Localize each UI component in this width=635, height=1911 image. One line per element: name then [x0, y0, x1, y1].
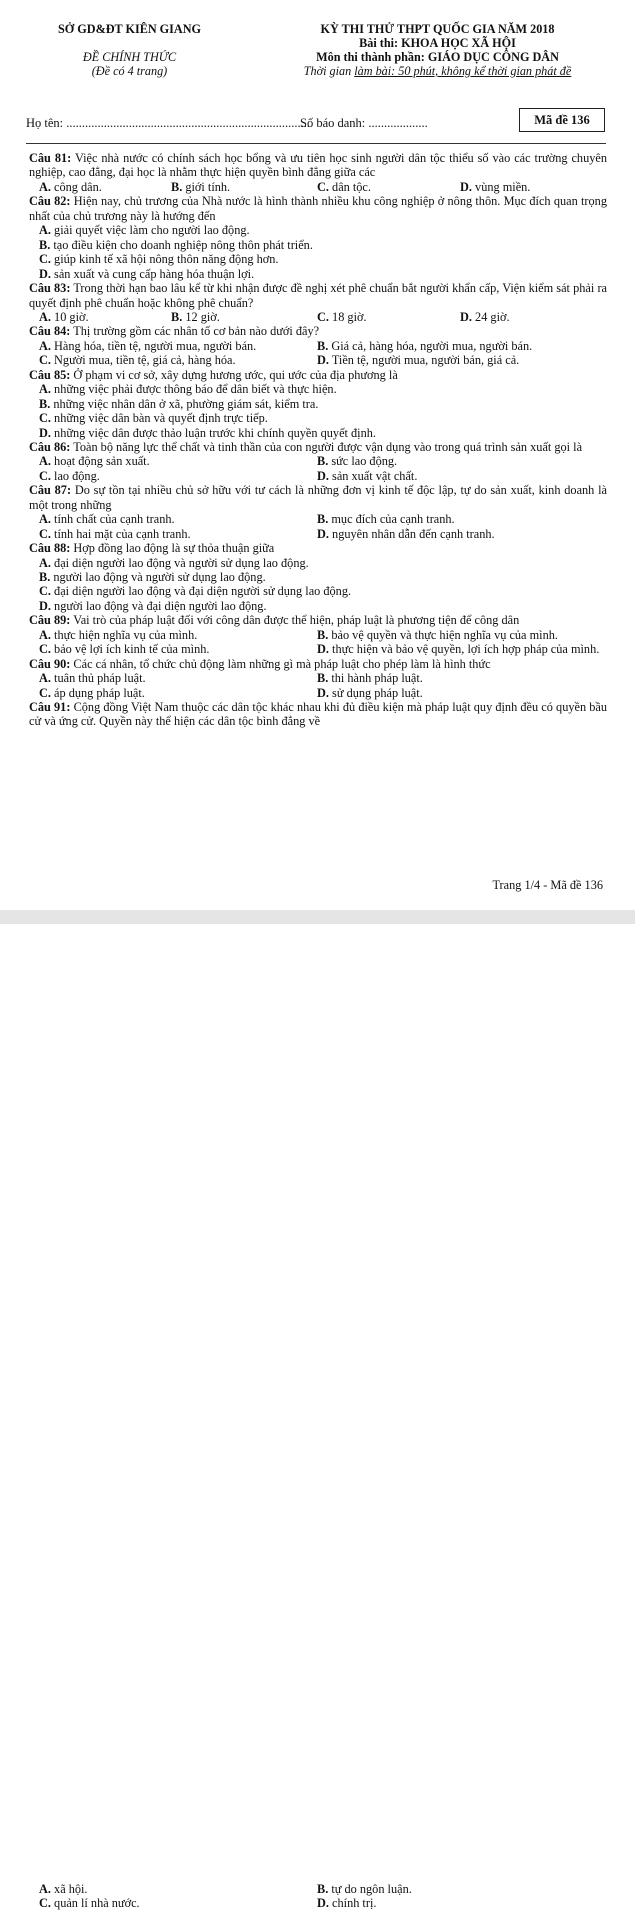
- option-letter: C.: [317, 309, 329, 324]
- options-row: [29, 382, 607, 396]
- pages-note: (Đề có 4 trang): [91, 64, 168, 78]
- answer-option: [317, 628, 558, 642]
- question-number: Câu 88:: [29, 541, 71, 556]
- options-row: [29, 671, 607, 685]
- option-text: những việc phải được thông báo để dân biết và thực hiện.: [50, 382, 337, 397]
- question-stem: [29, 657, 607, 671]
- option-letter: A.: [39, 671, 51, 686]
- option-text: 18 giờ.: [328, 309, 367, 324]
- option-text: người lao động và người sử dụng lao động.: [50, 570, 266, 585]
- option-text: mục đích của cạnh tranh.: [328, 512, 455, 527]
- page-footer: Trang 1/4 - Mã đề 136: [492, 878, 603, 892]
- option-letter: C.: [39, 526, 51, 541]
- answer-option: [39, 353, 236, 367]
- option-text: giúp kinh tế xã hội nông thôn năng động hơn.: [50, 252, 279, 267]
- answer-option: [39, 411, 268, 425]
- question-stem: [29, 541, 607, 555]
- answer-option: [39, 556, 309, 570]
- options-row: [29, 397, 607, 411]
- option-letter: B.: [39, 570, 51, 585]
- option-letter: D.: [460, 309, 472, 324]
- options-row: [29, 180, 607, 194]
- exam-subject: Bài thi: KHOA HỌC XÃ HỘI: [359, 36, 516, 50]
- options-row: [29, 527, 607, 541]
- question-text: Ở phạm vi cơ sở, xây dựng hương ước, qui ước của địa phương là: [70, 367, 398, 382]
- option-text: chính trị.: [328, 1896, 377, 1911]
- answer-option: [39, 642, 209, 656]
- option-text: bảo vệ lợi ích kinh tế của mình.: [50, 642, 210, 657]
- option-letter: D.: [39, 598, 51, 613]
- question-stem: [29, 281, 607, 310]
- question-number: Câu 84:: [29, 324, 71, 339]
- option-text: Tiền tệ, người mua, người bán, giá cả.: [328, 353, 520, 368]
- option-letter: C.: [39, 252, 51, 267]
- question-text: Việc nhà nước có chính sách học bổng và ưu tiên học sinh người dân tộc thiểu số vào các trường chuyên nghiệp, cao đẳng, đại học là nhằm thực hiện quyền bình đẳng giữa các: [29, 151, 607, 180]
- question-number: Câu 91:: [29, 700, 71, 715]
- question-number: Câu 85:: [29, 367, 71, 382]
- options-row: [29, 411, 607, 425]
- answer-option: [39, 512, 175, 526]
- answer-option: [39, 267, 254, 281]
- question-text: Thị trường gồm các nhân tố cơ bản nào dưới đây?: [70, 324, 320, 339]
- option-text: sản xuất và cung cấp hàng hóa thuận lợi.: [50, 266, 255, 281]
- option-letter: A.: [39, 223, 51, 238]
- option-letter: A.: [39, 627, 51, 642]
- option-letter: B.: [317, 338, 329, 353]
- option-text: sản xuất vật chất.: [328, 468, 418, 483]
- question-text: Toàn bộ năng lực thể chất và tinh thần của con người được vận dụng vào trong quá trình sản xuất gọi là: [70, 440, 583, 454]
- option-letter: D.: [317, 353, 329, 368]
- options-row: [29, 252, 607, 266]
- option-letter: A.: [39, 309, 51, 324]
- option-letter: D.: [317, 1896, 329, 1911]
- options-row: [29, 223, 607, 237]
- option-letter: B.: [317, 671, 329, 686]
- official-label: ĐỀ CHÍNH THỨC: [82, 50, 177, 64]
- question-text: Do sự tồn tại nhiều chủ sở hữu với tư cách là những đơn vị kinh tế độc lập, tự do sản xuất, kinh doanh là một trong những: [29, 483, 607, 512]
- header-right: [245, 22, 630, 78]
- options-row: [29, 570, 607, 584]
- option-text: thực hiện và bảo vệ quyền, lợi ích hợp pháp của mình.: [328, 642, 600, 657]
- answer-option: [39, 180, 102, 194]
- answer-option: [317, 469, 417, 483]
- question-text: Hiện nay, chủ trương của Nhà nước là hình thành nhiều khu công nghiệp ở nông thôn. Mục đích quan trọng nhất của chủ trương này là hướng đến: [29, 194, 607, 223]
- answer-option: [460, 310, 510, 324]
- option-letter: A.: [39, 338, 51, 353]
- question-number: Câu 82:: [29, 194, 71, 209]
- answer-option: [39, 570, 266, 584]
- option-letter: C.: [39, 1896, 51, 1911]
- option-letter: C.: [317, 179, 329, 194]
- option-letter: D.: [460, 179, 472, 194]
- options-row: [29, 599, 607, 613]
- option-text: thực hiện nghĩa vụ của mình.: [50, 627, 198, 642]
- option-text: 12 giờ.: [182, 309, 220, 324]
- question-stem: [29, 151, 607, 180]
- option-letter: B.: [317, 454, 329, 469]
- time-main: làm bài: 50 phút, không kể thời gian phát đề: [354, 64, 572, 78]
- question-text: Hợp đồng lao động là sự thỏa thuận giữa: [70, 541, 275, 556]
- option-letter: A.: [39, 555, 51, 570]
- options-row: [29, 556, 607, 570]
- answer-option: [317, 512, 455, 526]
- question-stem: [29, 483, 607, 512]
- answer-option: [39, 397, 318, 411]
- answer-option: [39, 238, 313, 252]
- option-text: sử dụng pháp luật.: [328, 685, 423, 700]
- answer-option: [317, 686, 423, 700]
- question-number: Câu 83:: [29, 281, 71, 296]
- option-letter: A.: [39, 454, 51, 469]
- option-text: công dân.: [50, 179, 102, 194]
- options-row: [29, 310, 607, 324]
- answer-option: [39, 310, 89, 324]
- option-letter: C.: [39, 411, 51, 426]
- options-row: [29, 584, 607, 598]
- option-text: đại diện người lao động và đại diện người sử dụng lao động.: [50, 584, 352, 599]
- continued-options: [29, 1882, 607, 1911]
- options-row: [29, 426, 607, 440]
- option-text: đại diện người lao động và người sử dụng lao động.: [50, 555, 309, 570]
- option-letter: A.: [39, 382, 51, 397]
- page-separator: [0, 910, 635, 924]
- exam-page-1: [0, 0, 635, 910]
- question-stem: [29, 194, 607, 223]
- candidate-number-field: Số báo danh: ...................: [300, 116, 428, 130]
- option-letter: B.: [317, 627, 329, 642]
- answer-option: [39, 382, 337, 396]
- option-letter: A.: [39, 1882, 51, 1896]
- answer-option: [39, 454, 150, 468]
- option-text: xã hội.: [50, 1882, 88, 1896]
- answer-option: [317, 353, 519, 367]
- answer-option: [39, 339, 256, 353]
- answer-option: [171, 310, 220, 324]
- header-divider: [26, 143, 606, 144]
- options-row: [29, 469, 607, 483]
- option-letter: D.: [317, 642, 329, 657]
- options-row: [29, 267, 607, 281]
- option-letter: D.: [317, 468, 329, 483]
- questions-list: [29, 151, 607, 729]
- answer-option: [39, 584, 351, 598]
- option-text: nguyên nhân dẫn đến cạnh tranh.: [328, 526, 495, 541]
- exam-title: KỲ THI THỬ THPT QUỐC GIA NĂM 2018: [320, 22, 555, 36]
- option-text: giới tính.: [182, 179, 231, 194]
- exam-code-box: Mã đề 136: [519, 108, 605, 132]
- answer-option: [460, 180, 530, 194]
- option-text: tuân thủ pháp luật.: [50, 671, 146, 686]
- exam-page-2: [0, 924, 635, 1911]
- question-text: Vai trò của pháp luật đối với công dân được thể hiện, pháp luật là phương tiện để công dân: [70, 613, 520, 628]
- option-text: bảo vệ quyền và thực hiện nghĩa vụ của mình.: [328, 627, 558, 642]
- answer-option: [39, 686, 145, 700]
- department-name: SỞ GD&ĐT KIÊN GIANG: [57, 22, 201, 36]
- answer-option: [317, 527, 495, 541]
- answer-option: [39, 671, 146, 685]
- option-text: những việc nhân dân ở xã, phường giám sát, kiểm tra.: [50, 396, 319, 411]
- question-number: Câu 87:: [29, 483, 72, 498]
- options-row: [29, 1896, 607, 1910]
- answer-option: [317, 642, 599, 656]
- option-letter: D.: [39, 425, 51, 440]
- option-text: hoạt động sản xuất.: [50, 454, 150, 469]
- answer-option: [39, 599, 267, 613]
- option-letter: C.: [39, 685, 51, 700]
- option-letter: B.: [317, 512, 329, 527]
- component-subject: Môn thi thành phần: GIÁO DỤC CÔNG DÂN: [316, 50, 559, 64]
- options-row: [29, 339, 607, 353]
- option-text: Giá cả, hàng hóa, người mua, người bán.: [328, 338, 533, 353]
- question-stem: [29, 613, 607, 627]
- option-letter: A.: [39, 179, 51, 194]
- options-row: [29, 454, 607, 468]
- option-text: Người mua, tiền tệ, giá cả, hàng hóa.: [50, 353, 236, 368]
- answer-option: [317, 339, 532, 353]
- answer-option: [39, 1896, 140, 1910]
- answer-option: [317, 1882, 412, 1896]
- answer-option: [171, 180, 230, 194]
- option-letter: D.: [317, 685, 329, 700]
- options-row: [29, 512, 607, 526]
- option-text: những việc dân bàn và quyết định trực tiếp.: [50, 411, 268, 426]
- option-text: 24 giờ.: [471, 309, 510, 324]
- option-text: 10 giờ.: [50, 309, 89, 324]
- answer-option: [39, 223, 250, 237]
- options-row: [29, 1882, 607, 1896]
- option-letter: C.: [39, 642, 51, 657]
- option-text: dân tộc.: [328, 179, 371, 194]
- option-text: giải quyết việc làm cho người lao động.: [50, 223, 250, 238]
- option-text: vùng miền.: [471, 179, 531, 194]
- option-text: quản lí nhà nước.: [50, 1896, 140, 1911]
- candidate-name-field: Họ tên: ..............................................................................: [26, 116, 311, 130]
- option-letter: C.: [39, 584, 51, 599]
- answer-option: [317, 1896, 376, 1910]
- option-letter: B.: [317, 1882, 329, 1896]
- option-letter: B.: [39, 396, 51, 411]
- options-row: [29, 353, 607, 367]
- options-row: [29, 642, 607, 656]
- option-text: tính hai mặt của cạnh tranh.: [50, 526, 191, 541]
- header-left: [22, 22, 237, 78]
- option-letter: C.: [39, 468, 51, 483]
- option-letter: B.: [171, 309, 183, 324]
- option-letter: A.: [39, 512, 51, 527]
- answer-option: [39, 527, 191, 541]
- option-letter: D.: [39, 266, 51, 281]
- option-letter: B.: [39, 237, 51, 252]
- option-text: sức lao động.: [328, 454, 398, 469]
- option-text: những việc dân được thảo luận trước khi chính quyền quyết định.: [50, 425, 376, 440]
- answer-option: [317, 310, 367, 324]
- question-number: Câu 89:: [29, 613, 71, 628]
- question-text: Trong thời hạn bao lâu kể từ khi nhận được đề nghị xét phê chuẩn bắt người khẩn cấp, Viện kiểm sát phải ra quyết định phê chuẩn hoặc không phê chuẩn?: [29, 281, 607, 310]
- answer-option: [317, 180, 371, 194]
- answer-option: [39, 252, 278, 266]
- question-stem: [29, 440, 607, 454]
- answer-option: [39, 426, 376, 440]
- option-text: thi hành pháp luật.: [328, 671, 423, 686]
- answer-option: [39, 628, 197, 642]
- options-row: [29, 686, 607, 700]
- question-text: Cộng đồng Việt Nam thuộc các dân tộc khác nhau khi đủ điều kiện mà pháp luật quy định đều có quyền bầu cử và ứng cử. Quyền này thể hiện các dân tộc bình đẳng về: [29, 700, 608, 729]
- option-text: tính chất của cạnh tranh.: [50, 512, 175, 527]
- option-text: tự do ngôn luận.: [328, 1882, 412, 1896]
- answer-option: [39, 1882, 88, 1896]
- option-letter: D.: [317, 526, 329, 541]
- answer-option: [317, 671, 423, 685]
- time-note: [245, 64, 630, 78]
- option-letter: C.: [39, 353, 51, 368]
- option-text: người lao động và đại diện người lao động.: [50, 598, 267, 613]
- option-text: lao động.: [50, 468, 100, 483]
- time-prefix: Thời gian: [303, 64, 355, 78]
- option-text: Hàng hóa, tiền tệ, người mua, người bán.: [50, 338, 257, 353]
- option-letter: B.: [171, 179, 183, 194]
- option-text: áp dụng pháp luật.: [50, 685, 145, 700]
- options-row: [29, 628, 607, 642]
- question-number: Câu 81:: [29, 151, 72, 165]
- options-row: [29, 238, 607, 252]
- question-stem: [29, 324, 607, 338]
- question-stem: [29, 368, 607, 382]
- answer-option: [317, 454, 397, 468]
- question-number: Câu 90:: [29, 656, 71, 671]
- question-stem: [29, 700, 607, 729]
- answer-option: [39, 469, 100, 483]
- option-text: tạo điều kiện cho doanh nghiệp nông thôn phát triển.: [50, 237, 313, 252]
- question-text: Các cá nhân, tổ chức chủ động làm những gì mà pháp luật cho phép làm là hình thức: [70, 656, 491, 671]
- question-number: Câu 86:: [29, 440, 71, 454]
